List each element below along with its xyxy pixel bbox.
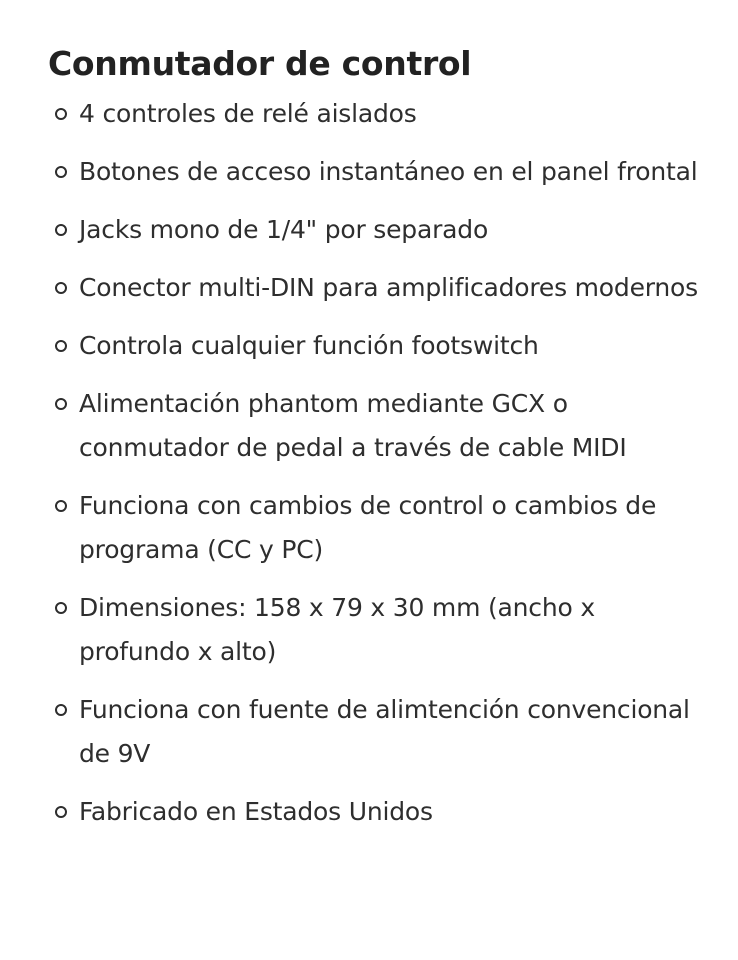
- circle-bullet-icon: [55, 282, 67, 294]
- section-title: Conmutador de control: [48, 44, 472, 83]
- list-item-text: Controla cualquier función footswitch: [79, 331, 539, 360]
- list-item: [48, 266, 708, 310]
- list-item: [48, 150, 708, 194]
- circle-bullet-icon: [55, 806, 67, 818]
- circle-bullet-icon: [55, 500, 67, 512]
- list-item: [48, 586, 708, 674]
- list-item: [48, 208, 708, 252]
- list-item-text: 4 controles de relé aislados: [79, 99, 417, 128]
- list-item: [48, 324, 708, 368]
- features-section: [48, 36, 708, 848]
- list-item-text: Jacks mono de 1/4" por separado: [79, 215, 489, 244]
- list-item: [48, 92, 708, 136]
- list-item: [48, 484, 708, 572]
- circle-bullet-icon: [55, 166, 67, 178]
- circle-bullet-icon: [55, 224, 67, 236]
- list-item-text: Dimensiones: 158 x 79 x 30 mm (ancho x profundo x alto): [79, 593, 595, 666]
- list-item-text: Funciona con fuente de alimtención convencional de 9V: [79, 695, 690, 768]
- circle-bullet-icon: [55, 340, 67, 352]
- circle-bullet-icon: [55, 108, 67, 120]
- list-item: [48, 790, 708, 834]
- list-item-text: Alimentación phantom mediante GCX o conmutador de pedal a través de cable MIDI: [79, 389, 627, 462]
- list-item: [48, 688, 708, 776]
- feature-list: [48, 92, 708, 834]
- circle-bullet-icon: [55, 704, 67, 716]
- circle-bullet-icon: [55, 398, 67, 410]
- list-item-text: Conector multi-DIN para amplificadores modernos: [79, 273, 698, 302]
- circle-bullet-icon: [55, 602, 67, 614]
- list-item-text: Botones de acceso instantáneo en el panel frontal: [79, 157, 698, 186]
- list-item: [48, 382, 708, 470]
- list-item-text: Fabricado en Estados Unidos: [79, 797, 433, 826]
- list-item-text: Funciona con cambios de control o cambios de programa (CC y PC): [79, 491, 657, 564]
